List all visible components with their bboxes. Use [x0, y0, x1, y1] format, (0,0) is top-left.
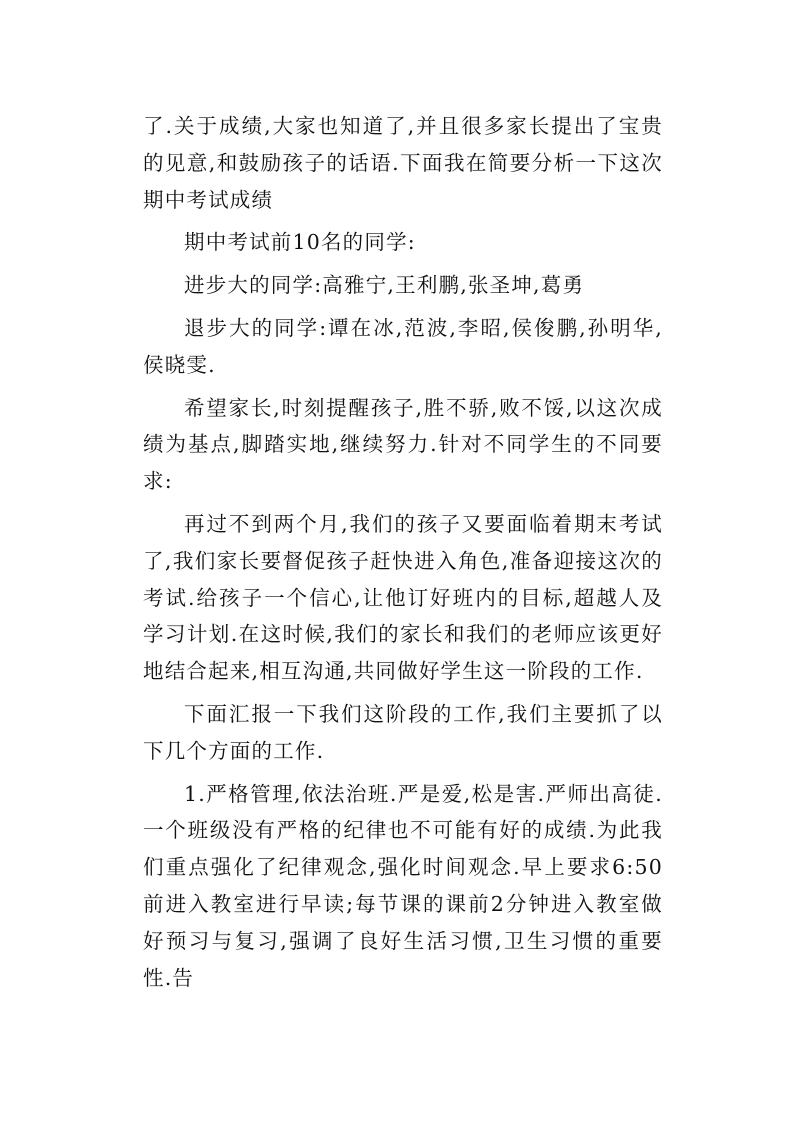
document-body [143, 108, 663, 1002]
paragraph-strict-management: 1.严格管理,依法治班.严是爱,松是害.严师出高徒.一个班级没有严格的纪律也不可能有好的成绩.为此我们重点强化了纪律观念,强化时间观念.早上要求6:50前进入教室进行早读;每节课的课前2分钟进入教室做好预习与复习,强调了良好生活习惯,卫生习惯的重要性.告 [143, 781, 663, 990]
paragraph-parent-hope: 希望家长,时刻提醒孩子,胜不骄,败不馁,以这次成绩为基点,脚踏实地,继续努力.针对不同学生的不同要求: [143, 395, 663, 494]
paragraph-final-exam: 再过不到两个月,我们的孩子又要面临着期末考试了,我们家长要督促孩子赶快进入角色,准备迎接这次的考试.给孩子一个信心,让他订好班内的目标,超越人及学习计划.在这时候,我们的家长和我们的老师应该更好地结合起来,相互沟通,共同做好学生这一阶段的工作. [143, 511, 663, 684]
paragraph-work-report-intro: 下面汇报一下我们这阶段的工作,我们主要抓了以下几个方面的工作. [143, 701, 663, 763]
paragraph-improved-students: 进步大的同学:高雅宁,王利鹏,张圣坤,葛勇 [184, 273, 585, 298]
paragraph-declined-students: 退步大的同学:谭在冰,范波,李昭,侯俊鹏,孙明华,侯晓雯. [143, 315, 663, 377]
paragraph-continuation: 了.关于成绩,大家也知道了,并且很多家长提出了宝贵的见意,和鼓励孩子的话语.下面我在简要分析一下这次期中考试成绩 [143, 114, 663, 212]
paragraph-top-ten-heading: 期中考试前10名的同学: [184, 230, 416, 255]
